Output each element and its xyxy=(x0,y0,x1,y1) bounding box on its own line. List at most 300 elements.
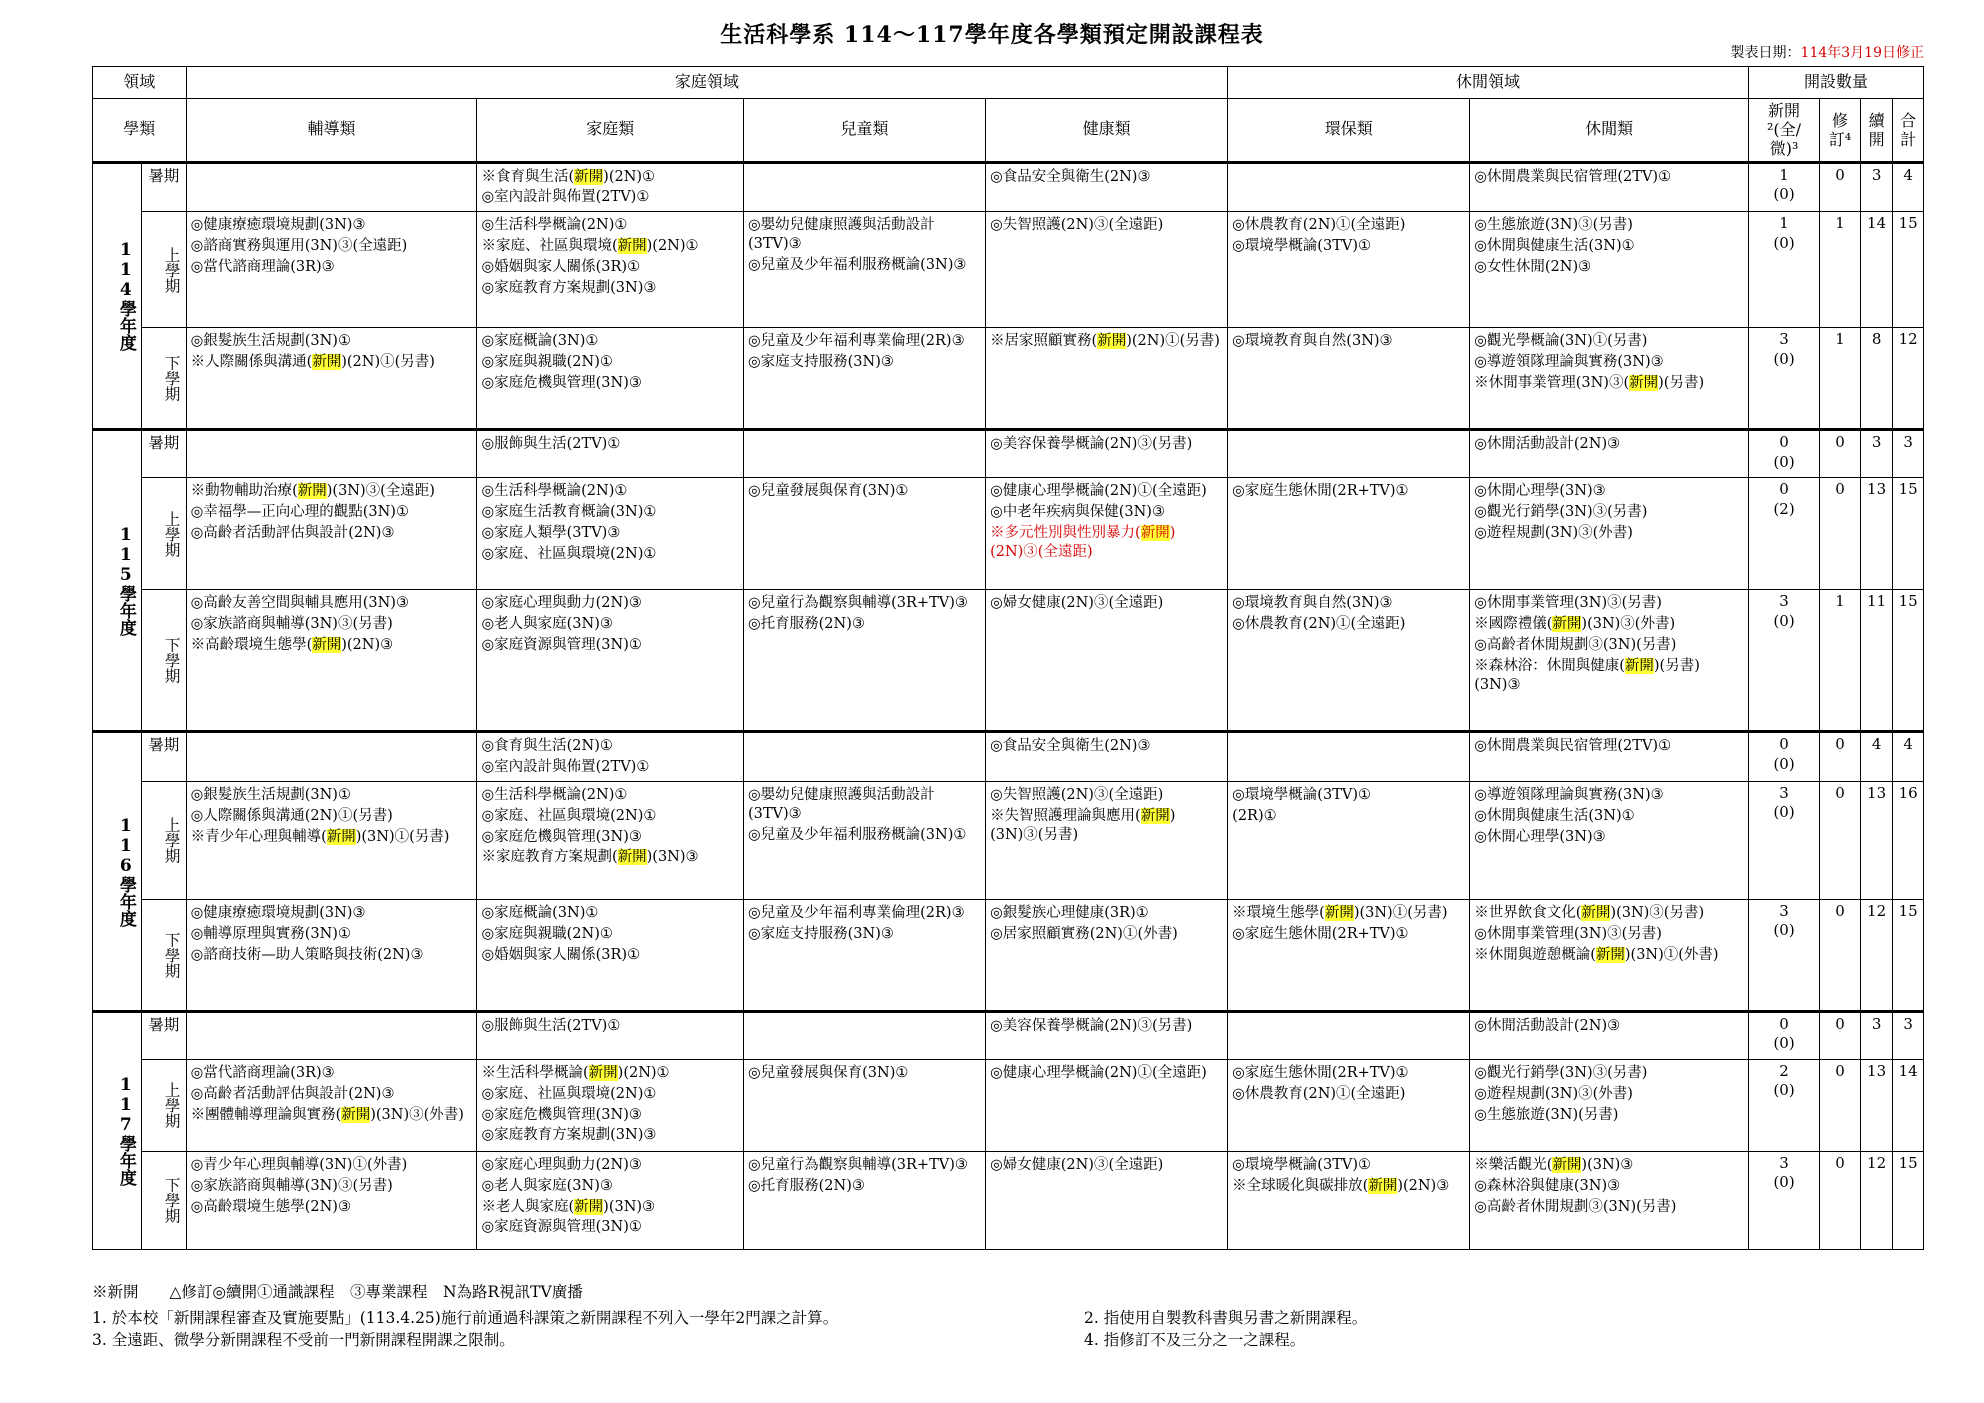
course-item: ◎家庭與親職(2N)① xyxy=(481,925,613,942)
children-cell xyxy=(743,1151,985,1249)
family-header: 家庭類 xyxy=(477,99,744,163)
children-cell xyxy=(743,732,985,782)
children-cell xyxy=(743,478,985,590)
course-item: ◎家庭、社區與環境(2N)① xyxy=(481,1085,657,1102)
course-item: ◎室內設計與佈置(2TV)① xyxy=(481,759,650,776)
course-item: ※團體輔導理論與實務(新開)(3N)③(外書) xyxy=(190,1106,464,1123)
new-count-value: 3 xyxy=(1779,901,1789,920)
course-item: ◎美容保養學概論(2N)③(另書) xyxy=(990,1017,1193,1034)
revised-count: 1 xyxy=(1820,212,1861,328)
course-item: ◎休農教育(2N)①(全遠距) xyxy=(1232,1085,1406,1102)
leisure-cell xyxy=(1470,478,1749,590)
leisure-cell xyxy=(1470,1151,1749,1249)
new-count xyxy=(1748,162,1819,212)
course-item: ◎高齡環境生態學(2N)③ xyxy=(190,1198,351,1215)
counseling-cell xyxy=(186,1011,477,1059)
course-item: ◎健康療癒環境規劃(3N)③ xyxy=(190,217,366,234)
course-item: ※全球暖化與碳排放(新開)(2N)③ xyxy=(1232,1177,1450,1194)
total-count: 15 xyxy=(1893,590,1924,732)
course-item: ◎休閒農業與民宿管理(2TV)① xyxy=(1474,168,1672,185)
micro-count-value: (0) xyxy=(1773,921,1795,940)
revised-count: 0 xyxy=(1820,732,1861,782)
course-item: ※食育與生活(新開)(2N)① xyxy=(481,168,656,185)
course-item: ◎失智照護(2N)③(全遠距) xyxy=(990,217,1164,234)
page-title: 生活科學系 114～117學年度各學類預定開設課程表 xyxy=(720,22,1264,48)
new-count xyxy=(1748,478,1819,590)
revised-count-header: 修訂⁴ xyxy=(1820,99,1861,163)
total-count: 16 xyxy=(1893,781,1924,899)
micro-count-value: (0) xyxy=(1773,185,1795,204)
leisure-header: 休閒類 xyxy=(1470,99,1749,163)
course-item: ◎兒童發展與保育(3N)① xyxy=(747,1064,909,1081)
course-item: ◎兒童發展與保育(3N)① xyxy=(747,483,909,500)
total-count-header: 合計 xyxy=(1893,99,1924,163)
new-count-value: 3 xyxy=(1779,1153,1789,1172)
health-cell xyxy=(986,781,1228,899)
environment-cell xyxy=(1228,162,1470,212)
leisure-cell xyxy=(1470,781,1749,899)
course-item: ◎婦女健康(2N)③(全遠距) xyxy=(990,1156,1164,1173)
health-cell xyxy=(986,212,1228,328)
course-item: ◎休閒與健康生活(3N)① xyxy=(1474,238,1635,255)
course-item: ※家庭教育方案規劃(新開)(3N)③ xyxy=(481,849,699,866)
course-item: ◎兒童及少年福利專業倫理(2R)③ xyxy=(747,904,965,921)
children-header: 兒童類 xyxy=(743,99,985,163)
term-label: 上學期 xyxy=(141,212,186,328)
year-label: 117學年度 xyxy=(93,1011,142,1249)
term-label: 暑期 xyxy=(141,1011,186,1059)
course-item: ◎諮商技術—助人策略與技術(2N)③ xyxy=(190,946,424,963)
family-cell xyxy=(477,1011,744,1059)
course-item: ◎遊程規劃(3N)③(外書) xyxy=(1474,524,1633,541)
course-item: ◎健康療癒環境規劃(3N)③ xyxy=(190,904,366,921)
category-header: 學類 xyxy=(93,99,187,163)
family-cell xyxy=(477,328,744,430)
new-count xyxy=(1748,590,1819,732)
revised-count: 1 xyxy=(1820,590,1861,732)
term-row xyxy=(93,162,1924,212)
new-count xyxy=(1748,328,1819,430)
course-item: ◎失智照護(2N)③(全遠距) xyxy=(990,786,1164,803)
course-item: ◎休閒事業管理(3N)③(另書) xyxy=(1474,595,1662,612)
term-row xyxy=(93,328,1924,430)
leisure-domain-header: 休閒領域 xyxy=(1228,67,1749,99)
course-count-header: 開設數量 xyxy=(1748,67,1923,99)
term-row xyxy=(93,1151,1924,1249)
leisure-cell xyxy=(1470,212,1749,328)
revised-count: 1 xyxy=(1820,328,1861,430)
course-item: ※國際禮儀(新開)(3N)③(外書) xyxy=(1474,616,1676,633)
counseling-header: 輔導類 xyxy=(186,99,477,163)
course-item: ◎食品安全與衛生(2N)③ xyxy=(990,738,1151,755)
term-row xyxy=(93,781,1924,899)
course-item: ◎生態旅遊(3N)③(另書) xyxy=(1474,217,1633,234)
total-count: 4 xyxy=(1893,162,1924,212)
course-item: ◎生活科學概論(2N)① xyxy=(481,483,628,500)
course-item: ※家庭、社區與環境(新開)(2N)① xyxy=(481,238,699,255)
course-item: ◎嬰幼兒健康照護與活動設計(3TV)③ xyxy=(747,217,935,253)
course-item: ◎家庭人類學(3TV)③ xyxy=(481,524,621,541)
counseling-cell xyxy=(186,430,477,478)
new-count xyxy=(1748,1011,1819,1059)
micro-count-value: (0) xyxy=(1773,452,1795,471)
continued-count: 13 xyxy=(1860,1059,1893,1151)
term-row xyxy=(93,1059,1924,1151)
course-item: ◎森林浴與健康(3N)③ xyxy=(1474,1177,1621,1194)
term-label: 上學期 xyxy=(141,781,186,899)
course-item: ◎家庭、社區與環境(2N)① xyxy=(481,545,657,562)
course-item: ◎環境學概論(3TV)① xyxy=(1232,786,1371,803)
course-item: ◎青少年心理與輔導(3N)①(外書) xyxy=(190,1156,408,1173)
course-item: ◎人際關係與溝通(2N)①(另書) xyxy=(190,807,393,824)
health-cell xyxy=(986,162,1228,212)
health-cell xyxy=(986,732,1228,782)
course-item: ◎托育服務(2N)③ xyxy=(747,1177,865,1194)
footer-note-4: 4. 指修訂不及三分之一之課程。 xyxy=(1084,1330,1306,1349)
course-item: ◎居家照顧實務(2N)①(外書) xyxy=(990,925,1178,942)
course-item: ※世界飲食文化(新開)(3N)③(另書) xyxy=(1474,904,1705,921)
new-count-header: 新開²(全/微)³ xyxy=(1748,99,1819,163)
course-item: ◎環境教育與自然(3N)③ xyxy=(1232,595,1393,612)
health-cell xyxy=(986,430,1228,478)
continued-count: 12 xyxy=(1860,899,1893,1011)
course-item: ◎室內設計與佈置(2TV)① xyxy=(481,189,650,206)
health-cell xyxy=(986,478,1228,590)
counseling-cell xyxy=(186,212,477,328)
continued-count-header: 續開 xyxy=(1860,99,1893,163)
course-item: ◎家庭與親職(2N)① xyxy=(481,354,613,371)
course-item: ◎兒童及少年福利服務概論(3N)③ xyxy=(747,256,967,273)
continued-count: 3 xyxy=(1860,430,1893,478)
counseling-cell xyxy=(186,1059,477,1151)
course-item: ※動物輔助治療(新開)(3N)③(全遠距) xyxy=(190,483,435,500)
revised-count: 0 xyxy=(1820,162,1861,212)
new-count xyxy=(1748,899,1819,1011)
environment-cell xyxy=(1228,781,1470,899)
footer-note-3: 3. 全遠距、微學分新開課程不受前一門新開課程開課之限制。 xyxy=(92,1330,515,1349)
course-item: ◎家庭概論(3N)① xyxy=(481,333,599,350)
course-item: ◎休閒活動設計(2N)③ xyxy=(1474,1017,1621,1034)
new-count-value: 1 xyxy=(1779,214,1789,233)
course-item: (2R)① xyxy=(1232,807,1277,824)
total-count: 3 xyxy=(1893,430,1924,478)
term-label: 暑期 xyxy=(141,430,186,478)
course-item: ※生活科學概論(新開)(2N)① xyxy=(481,1064,670,1081)
course-item: ◎家庭教育方案規劃(3N)③ xyxy=(481,1127,657,1144)
course-item: ◎休閒與健康生活(3N)① xyxy=(1474,807,1635,824)
continued-count: 4 xyxy=(1860,732,1893,782)
course-item: ◎銀髮族生活規劃(3N)① xyxy=(190,786,351,803)
family-cell xyxy=(477,899,744,1011)
course-item: ◎婚姻與家人關係(3R)① xyxy=(481,946,641,963)
course-item: ※休閒與遊憩概論(新開)(3N)①(外書) xyxy=(1474,946,1719,963)
footer-legend: ※新開 △修訂◎續開①通識課程 ③專業課程 N為路R視訊TV廣播 xyxy=(92,1283,583,1301)
revised-count: 0 xyxy=(1820,430,1861,478)
new-count-value: 3 xyxy=(1779,330,1789,349)
course-item: ◎家庭支持服務(3N)③ xyxy=(747,354,894,371)
course-item: ◎休農教育(2N)①(全遠距) xyxy=(1232,616,1406,633)
course-item: ◎家庭教育方案規劃(3N)③ xyxy=(481,279,657,296)
term-label: 暑期 xyxy=(141,732,186,782)
made-date xyxy=(1731,42,1924,62)
term-label: 上學期 xyxy=(141,1059,186,1151)
new-count xyxy=(1748,781,1819,899)
new-count xyxy=(1748,212,1819,328)
health-cell xyxy=(986,590,1228,732)
new-count xyxy=(1748,1059,1819,1151)
leisure-cell xyxy=(1470,732,1749,782)
course-item: ◎美容保養學概論(2N)③(另書) xyxy=(990,436,1193,453)
term-label: 上學期 xyxy=(141,478,186,590)
total-count: 14 xyxy=(1893,1059,1924,1151)
course-item: ◎健康心理學概論(2N)①(全遠距) xyxy=(990,1064,1207,1081)
year-label: 114學年度 xyxy=(93,162,142,430)
footer-note-1: 1. 於本校「新開課程審查及實施要點」(113.4.25)施行前通過科課策之新開課程不列入一學年2門課之計算。 xyxy=(92,1308,839,1327)
micro-count-value: (2) xyxy=(1773,499,1795,518)
term-row xyxy=(93,899,1924,1011)
new-count-value: 1 xyxy=(1779,165,1789,184)
course-item: ◎高齡友善空間與輔具應用(3N)③ xyxy=(190,595,409,612)
course-item: ◎銀髮族心理健康(3R)① xyxy=(990,904,1149,921)
leisure-cell xyxy=(1470,1059,1749,1151)
course-item: ◎家庭危機與管理(3N)③ xyxy=(481,828,642,845)
course-item: ◎導遊領隊理論與實務(3N)③ xyxy=(1474,354,1664,371)
course-item: ◎托育服務(2N)③ xyxy=(747,616,865,633)
environment-cell xyxy=(1228,1011,1470,1059)
micro-count-value: (0) xyxy=(1773,1173,1795,1192)
micro-count-value: (0) xyxy=(1773,233,1795,252)
course-item: ◎家庭生活教育概論(3N)① xyxy=(481,504,657,521)
year-label: 116學年度 xyxy=(93,732,142,1012)
family-cell xyxy=(477,1059,744,1151)
course-item: ※老人與家庭(新開)(3N)③ xyxy=(481,1198,656,1215)
leisure-cell xyxy=(1470,328,1749,430)
leisure-cell xyxy=(1470,899,1749,1011)
total-count: 3 xyxy=(1893,1011,1924,1059)
term-row xyxy=(93,212,1924,328)
course-item: ※休閒事業管理(3N)③(新開)(另書) xyxy=(1474,374,1705,391)
course-item: ◎婚姻與家人關係(3R)① xyxy=(481,258,641,275)
course-item: ◎家庭概論(3N)① xyxy=(481,904,599,921)
course-item: ◎休閒心理學(3N)③ xyxy=(1474,828,1606,845)
course-item: ◎家庭危機與管理(3N)③ xyxy=(481,1106,642,1123)
course-item: ◎生活科學概論(2N)① xyxy=(481,786,628,803)
course-item: ◎休農教育(2N)①(全遠距) xyxy=(1232,217,1406,234)
environment-cell xyxy=(1228,1151,1470,1249)
course-item: ◎兒童及少年福利專業倫理(2R)③ xyxy=(747,333,965,350)
family-cell xyxy=(477,162,744,212)
course-item: ◎遊程規劃(3N)③(外書) xyxy=(1474,1085,1633,1102)
course-item: ◎觀光行銷學(3N)③(另書) xyxy=(1474,504,1648,521)
course-item: ◎家庭生態休閒(2R+TV)① xyxy=(1232,483,1409,500)
course-item: ◎家族諮商與輔導(3N)③(另書) xyxy=(190,616,393,633)
course-item: ◎兒童及少年福利服務概論(3N)① xyxy=(747,826,967,843)
revised-count: 0 xyxy=(1820,1059,1861,1151)
course-item: ◎家庭生態休閒(2R+TV)① xyxy=(1232,1064,1409,1081)
course-item: ◎食品安全與衛生(2N)③ xyxy=(990,168,1151,185)
family-cell xyxy=(477,1151,744,1249)
children-cell xyxy=(743,1011,985,1059)
family-cell xyxy=(477,212,744,328)
children-cell xyxy=(743,212,985,328)
children-cell xyxy=(743,1059,985,1151)
course-item: ◎兒童行為觀察與輔導(3R+TV)③ xyxy=(747,1156,968,1173)
children-cell xyxy=(743,590,985,732)
leisure-cell xyxy=(1470,162,1749,212)
course-item: ◎嬰幼兒健康照護與活動設計(3TV)③ xyxy=(747,786,935,822)
new-count-value: 3 xyxy=(1779,592,1789,611)
health-cell xyxy=(986,899,1228,1011)
course-item: ※失智照護理論與應用(新開)(3N)③(另書) xyxy=(990,807,1176,843)
family-cell xyxy=(477,590,744,732)
home-domain-header: 家庭領域 xyxy=(186,67,1228,99)
term-row xyxy=(93,732,1924,782)
total-count: 15 xyxy=(1893,899,1924,1011)
micro-count-value: (0) xyxy=(1773,1081,1795,1100)
counseling-cell xyxy=(186,328,477,430)
health-header: 健康類 xyxy=(986,99,1228,163)
course-item: ※高齡環境生態學(新開)(2N)③ xyxy=(190,636,394,653)
new-count-value: 0 xyxy=(1779,433,1789,452)
new-count-value: 0 xyxy=(1779,1014,1789,1033)
counseling-cell xyxy=(186,1151,477,1249)
course-item: ◎當代諮商理論(3R)③ xyxy=(190,1064,335,1081)
health-cell xyxy=(986,1011,1228,1059)
new-count-value: 0 xyxy=(1779,480,1789,499)
course-item: ◎休閒農業與民宿管理(2TV)① xyxy=(1474,738,1672,755)
new-count xyxy=(1748,732,1819,782)
continued-count: 13 xyxy=(1860,478,1893,590)
term-row xyxy=(93,1011,1924,1059)
revised-count: 0 xyxy=(1820,1011,1861,1059)
health-cell xyxy=(986,1151,1228,1249)
counseling-cell xyxy=(186,162,477,212)
environment-cell xyxy=(1228,1059,1470,1151)
term-label: 下學期 xyxy=(141,590,186,732)
new-count xyxy=(1748,430,1819,478)
continued-count: 11 xyxy=(1860,590,1893,732)
course-item: ◎高齡者活動評估與設計(2N)③ xyxy=(190,1085,395,1102)
course-item: ◎觀光學概論(3N)①(另書) xyxy=(1474,333,1648,350)
family-cell xyxy=(477,478,744,590)
course-item: ◎服飾與生活(2TV)① xyxy=(481,436,621,453)
course-item: ※森林浴：休閒與健康(新開)(另書)(3N)③ xyxy=(1474,657,1700,693)
course-item: ◎高齡者休閒規劃③(3N)(另書) xyxy=(1474,1198,1677,1215)
children-cell xyxy=(743,430,985,478)
made-date-label: 製表日期： xyxy=(1730,45,1801,61)
course-item: ◎休閒心理學(3N)③ xyxy=(1474,483,1606,500)
total-count: 15 xyxy=(1893,478,1924,590)
course-item: ◎健康心理學概論(2N)①(全遠距) xyxy=(990,483,1207,500)
course-item: ◎家庭資源與管理(3N)① xyxy=(481,1219,642,1236)
term-row xyxy=(93,590,1924,732)
course-item: ◎高齡者休閒規劃③(3N)(另書) xyxy=(1474,636,1677,653)
course-item: ◎家庭支持服務(3N)③ xyxy=(747,925,894,942)
term-label: 暑期 xyxy=(141,162,186,212)
course-item: ※多元性別與性別暴力(新開)(2N)③(全遠距) xyxy=(990,524,1176,560)
course-item: ◎老人與家庭(3N)③ xyxy=(481,1177,613,1194)
course-item: ◎環境教育與自然(3N)③ xyxy=(1232,333,1393,350)
counseling-cell xyxy=(186,478,477,590)
children-cell xyxy=(743,899,985,1011)
environment-cell xyxy=(1228,899,1470,1011)
environment-cell xyxy=(1228,590,1470,732)
continued-count: 14 xyxy=(1860,212,1893,328)
course-item: ◎諮商實務與運用(3N)③(全遠距) xyxy=(190,238,408,255)
leisure-cell xyxy=(1470,1011,1749,1059)
course-item: ◎家族諮商與輔導(3N)③(另書) xyxy=(190,1177,393,1194)
term-row xyxy=(93,430,1924,478)
course-item: ◎家庭、社區與環境(2N)① xyxy=(481,807,657,824)
continued-count: 3 xyxy=(1860,162,1893,212)
course-item: ◎休閒事業管理(3N)③(另書) xyxy=(1474,925,1662,942)
counseling-cell xyxy=(186,590,477,732)
health-cell xyxy=(986,1059,1228,1151)
course-item: ◎服飾與生活(2TV)① xyxy=(481,1017,621,1034)
counseling-cell xyxy=(186,732,477,782)
counseling-cell xyxy=(186,899,477,1011)
continued-count: 13 xyxy=(1860,781,1893,899)
course-item: ※青少年心理與輔導(新開)(3N)①(另書) xyxy=(190,828,450,845)
environment-cell xyxy=(1228,328,1470,430)
children-cell xyxy=(743,781,985,899)
term-label: 下學期 xyxy=(141,328,186,430)
course-item: ◎兒童行為觀察與輔導(3R+TV)③ xyxy=(747,595,968,612)
total-count: 15 xyxy=(1893,212,1924,328)
course-item: ◎導遊領隊理論與實務(3N)③ xyxy=(1474,786,1664,803)
course-item: ◎幸福學—正向心理的觀點(3N)① xyxy=(190,504,409,521)
revised-count: 0 xyxy=(1820,1151,1861,1249)
children-cell xyxy=(743,328,985,430)
course-item: ◎食育與生活(2N)① xyxy=(481,738,613,755)
course-item: ◎環境學概論(3TV)① xyxy=(1232,238,1371,255)
course-item: ◎中老年疾病與保健(3N)③ xyxy=(990,504,1165,521)
course-item: ◎家庭生態休閒(2R+TV)① xyxy=(1232,925,1409,942)
micro-count-value: (0) xyxy=(1773,611,1795,630)
course-item: ◎女性休閒(2N)③ xyxy=(1474,258,1592,275)
environment-cell xyxy=(1228,212,1470,328)
course-item: ◎家庭心理與動力(2N)③ xyxy=(481,595,642,612)
children-cell xyxy=(743,162,985,212)
course-item: ※居家照顧實務(新開)(2N)①(另書) xyxy=(990,333,1220,350)
footer-note-2: 2. 指使用自製教科書與另書之新開課程。 xyxy=(1084,1308,1368,1327)
micro-count-value: (0) xyxy=(1773,754,1795,773)
continued-count: 12 xyxy=(1860,1151,1893,1249)
environment-cell xyxy=(1228,732,1470,782)
continued-count: 8 xyxy=(1860,328,1893,430)
term-row xyxy=(93,478,1924,590)
course-item: ◎休閒活動設計(2N)③ xyxy=(1474,436,1621,453)
environment-cell xyxy=(1228,430,1470,478)
family-cell xyxy=(477,430,744,478)
course-item: ◎老人與家庭(3N)③ xyxy=(481,616,613,633)
environment-cell xyxy=(1228,478,1470,590)
footer xyxy=(92,1280,1924,1350)
course-item: ◎當代諮商理論(3R)③ xyxy=(190,258,335,275)
course-item: ◎家庭心理與動力(2N)③ xyxy=(481,1156,642,1173)
new-count xyxy=(1748,1151,1819,1249)
course-item: ◎高齡者活動評估與設計(2N)③ xyxy=(190,524,395,541)
total-count: 4 xyxy=(1893,732,1924,782)
revised-count: 0 xyxy=(1820,781,1861,899)
course-item: ◎觀光行銷學(3N)③(另書) xyxy=(1474,1064,1648,1081)
made-date-value: 114年3月19日修正 xyxy=(1800,45,1924,61)
micro-count-value: (0) xyxy=(1773,803,1795,822)
revised-count: 0 xyxy=(1820,899,1861,1011)
course-item: ◎婦女健康(2N)③(全遠距) xyxy=(990,595,1164,612)
total-count: 12 xyxy=(1893,328,1924,430)
health-cell xyxy=(986,328,1228,430)
